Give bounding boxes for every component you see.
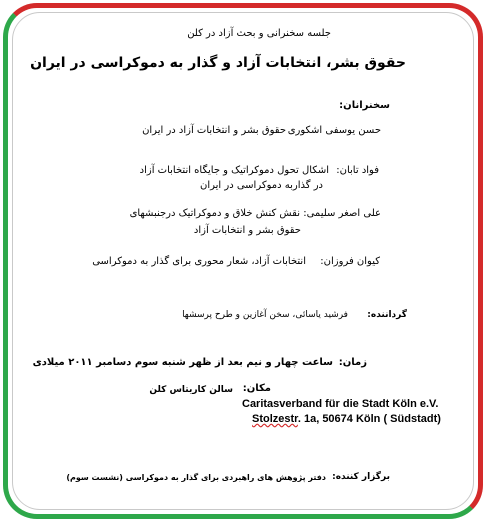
speaker-3-topic-line1: نقش کنش خلاق و دموکراتیک درجنبشهای: [129, 208, 300, 219]
venue-street: Stolzestr: [252, 413, 298, 425]
event-title: حقوق بشر، انتخابات آزاد و گذار به دموکراسی در ایران: [30, 55, 406, 71]
speaker-2-name: فواد تابان:: [336, 165, 379, 176]
speaker-3-name: علی اصغر سلیمی:: [303, 208, 381, 219]
venue-name-de: Caritasverband für die Stadt Köln e.V.: [242, 398, 439, 410]
organizer-label: برگزار کننده:: [332, 472, 390, 482]
event-subtitle: جلسه سخنرانی و بحث آزاد در کلن: [187, 28, 331, 39]
moderator-label: گرداننده:: [367, 310, 407, 320]
venue-address: [252, 413, 441, 425]
venue-name-fa: سالن کاریتاس کلن: [149, 385, 233, 395]
time-text: ساعت چهار و نیم بعد از ظهر شنبه سوم دسامبر ۲۰۱۱ میلادی: [32, 357, 333, 368]
speaker-4-name: کیوان فروزان:: [320, 256, 380, 267]
speaker-1-topic: حقوق بشر و انتخابات آزاد در ایران: [142, 125, 286, 136]
speakers-heading: سخنرانان:: [339, 100, 390, 111]
venue-address-rest: . 1a, 50674 Köln ( Südstadt): [297, 413, 441, 425]
speaker-4-topic: انتخابات آزاد، شعار محوری برای گذار به دموکراسی: [92, 256, 306, 267]
venue-label: مکان:: [242, 383, 271, 394]
speaker-3-topic-line2: حقوق بشر و انتخابات آزاد: [193, 225, 301, 236]
time-label: زمان:: [338, 357, 367, 368]
organizer-text: دفتر پژوهش های راهبردی برای گذار به دموکراسی (نشست سوم): [66, 473, 326, 482]
speaker-2-topic-line1: اشکال تحول دموکراتیک و جایگاه انتخابات آزاد: [139, 165, 329, 176]
moderator-text: فرشید یاسائی، سخن آغازین و طرح پرسشها: [182, 310, 348, 320]
speaker-1-name: حسن یوسفی اشکوری: [287, 125, 381, 136]
speaker-2-topic-line2: در گذاربه دموکراسی در ایران: [200, 180, 323, 191]
